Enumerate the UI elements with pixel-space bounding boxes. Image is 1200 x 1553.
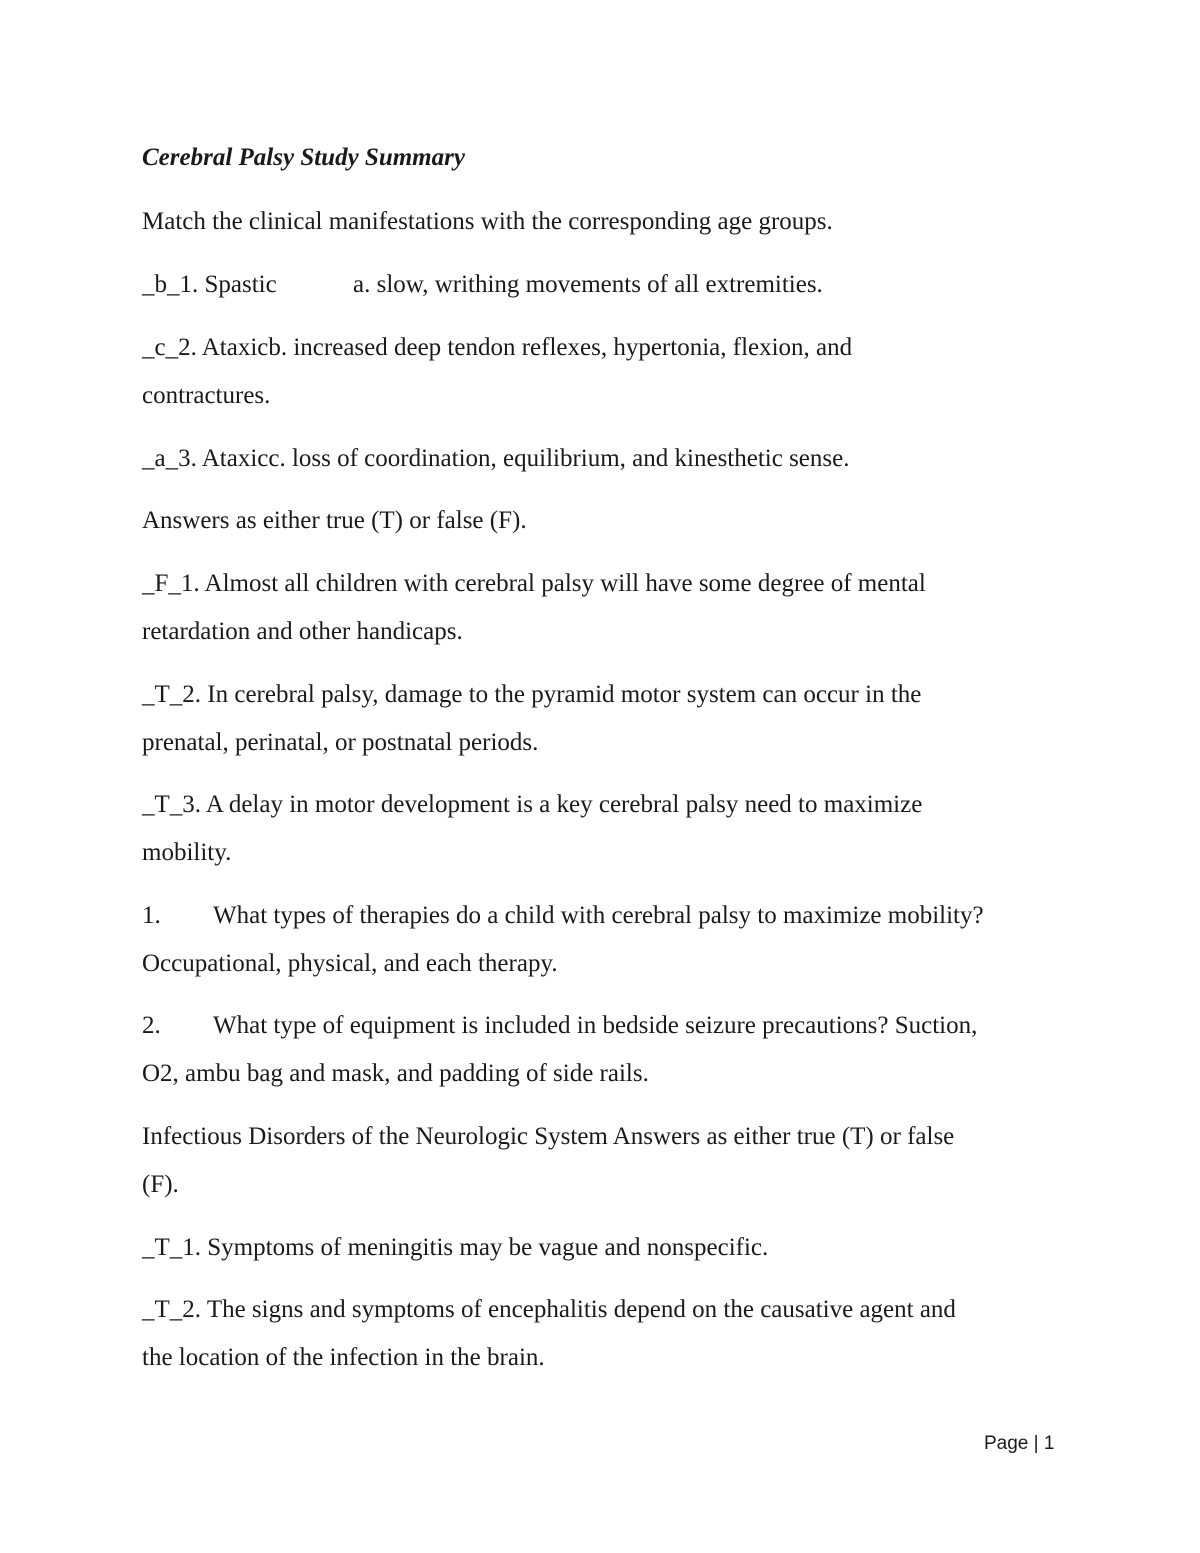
short-answer-q1-line-2: Occupational, physical, and each therapy. (142, 950, 558, 977)
short-answer-q1-number: 1. (142, 902, 161, 929)
short-answer-q2-line-2: O2, ambu bag and mask, and padding of side rails. (142, 1060, 649, 1087)
short-answer-q1-line-1 (142, 901, 984, 931)
document-title: Cerebral Palsy Study Summary (142, 144, 465, 171)
infectious-q2-line-2: the location of the infection in the brain. (142, 1344, 545, 1371)
short-answer-q2-question: What type of equipment is included in bedside seizure precautions? Suction, (213, 1012, 978, 1039)
infectious-q1: _T_1. Symptoms of meningitis may be vague and nonspecific. (142, 1234, 769, 1261)
true-false-q1-line-1: _F_1. Almost all children with cerebral palsy will have some degree of mental (142, 570, 926, 597)
true-false-instruction: Answers as either true (T) or false (F). (142, 507, 527, 534)
true-false-q2-line-2: prenatal, perinatal, or postnatal periods. (142, 729, 539, 756)
match-item-1 (142, 270, 823, 300)
true-false-q2-line-1: _T_2. In cerebral palsy, damage to the pyramid motor system can occur in the (142, 681, 922, 708)
short-answer-q2-number: 2. (142, 1012, 161, 1039)
match-item-2-line-2: contractures. (142, 382, 271, 409)
infectious-instruction-line-1: Infectious Disorders of the Neurologic System Answers as either true (T) or false (142, 1123, 955, 1150)
infectious-q2-line-1: _T_2. The signs and symptoms of encephalitis depend on the causative agent and (142, 1296, 956, 1323)
match-item-3: _a_3. Ataxicc. loss of coordination, equilibrium, and kinesthetic sense. (142, 445, 850, 472)
true-false-q3-line-2: mobility. (142, 839, 232, 866)
short-answer-q1-question: What types of therapies do a child with cerebral palsy to maximize mobility? (213, 902, 984, 929)
match-instruction: Match the clinical manifestations with the corresponding age groups. (142, 208, 833, 235)
match-item-2-line-1: _c_2. Ataxicb. increased deep tendon reflexes, hypertonia, flexion, and (142, 334, 853, 361)
true-false-q3-line-1: _T_3. A delay in motor development is a key cerebral palsy need to maximize (142, 791, 923, 818)
match-item-1-definition: a. slow, writhing movements of all extremities. (353, 271, 823, 298)
match-item-1-term: _b_1. Spastic (142, 271, 277, 298)
page-number: Page | 1 (984, 1433, 1055, 1454)
short-answer-q2-line-1 (142, 1011, 977, 1041)
infectious-instruction-line-2: (F). (142, 1171, 179, 1198)
true-false-q1-line-2: retardation and other handicaps. (142, 618, 463, 645)
